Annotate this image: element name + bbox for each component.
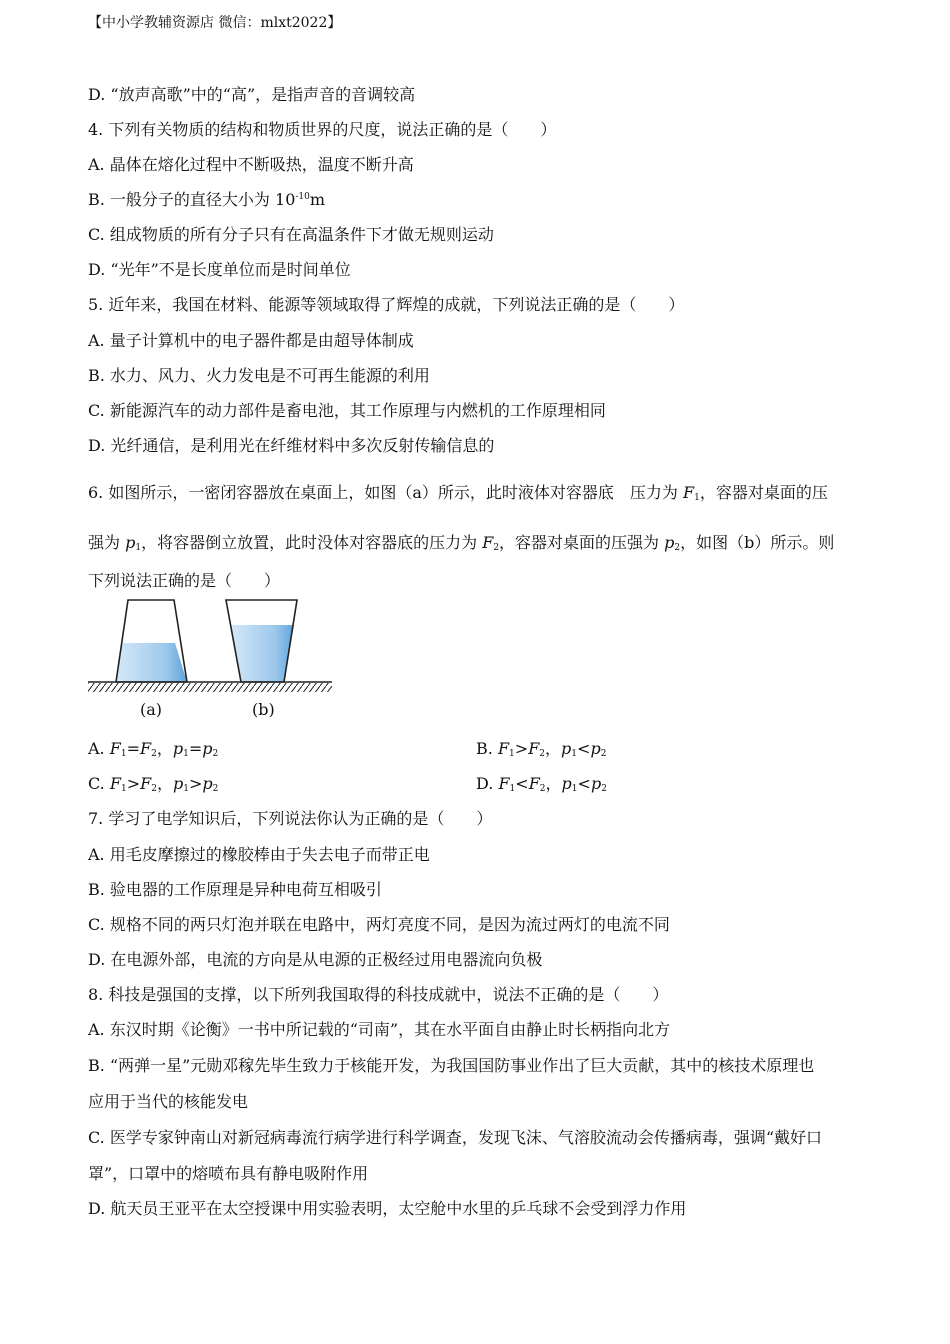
subscript-2: 2 [212, 749, 219, 759]
operator: > [126, 774, 141, 793]
subscript-2: 2 [600, 749, 607, 759]
operator: = [188, 739, 203, 758]
operator: < [515, 774, 529, 793]
subscript-1: 1 [120, 749, 127, 759]
q6-stem-text: ，如图（b）所示。则 [680, 533, 835, 552]
var-p: p [202, 739, 213, 758]
q7-option-a: A. 用毛皮摩擦过的橡胶棒由于失去电子而带正电 [88, 845, 430, 864]
var-F: F [528, 774, 540, 793]
q6-option-b [476, 736, 606, 759]
q7-option-b: B. 验电器的工作原理是异种电荷互相吸引 [88, 880, 382, 899]
q6-stem-text: 6. 如图所示，一密闭容器放在桌面上，如图（a）所示，此时液体对容器底 压力为 [88, 483, 678, 502]
subscript-1: 1 [571, 784, 578, 794]
q6-stem-line1 [88, 480, 828, 503]
q4-option-b-exponent: -10 [295, 192, 310, 202]
q8-stem: 8. 科技是强国的支撑，以下所列我国取得的科技成就中，说法不正确的是（ ） [88, 985, 669, 1004]
var-p: p [590, 774, 602, 793]
subscript-1: 1 [135, 543, 142, 553]
q8-option-b-line2: 应用于当代的核能发电 [88, 1092, 249, 1111]
q6-option-d [476, 771, 607, 794]
operator: > [188, 774, 203, 793]
option-label: A. [88, 739, 105, 758]
subscript-2: 2 [151, 784, 157, 794]
var-p: p [125, 533, 136, 552]
q6-stem-line3: 下列说法正确的是（ ） [88, 571, 281, 590]
page-header: 【中小学教辅资源店 微信：mlxt2022】 [88, 15, 342, 31]
q7-option-d: D. 在电源外部，电流的方向是从电源的正极经过用电器流向负极 [88, 950, 543, 969]
var-p: p [561, 774, 572, 793]
option-label: B. [476, 739, 493, 758]
figure-label-b: (b) [252, 700, 275, 719]
q4-option-d: D. “光年”不是长度单位而是时间单位 [88, 260, 351, 279]
q4-option-c: C. 组成物质的所有分子只有在高温条件下才做无规则运动 [88, 225, 494, 244]
q4-option-a: A. 晶体在熔化过程中不断吸热，温度不断升高 [88, 155, 414, 174]
operator: < [577, 739, 591, 758]
q6-option-c [88, 771, 218, 794]
var-p: p [561, 739, 572, 758]
q4-option-b-unit: m [309, 190, 326, 209]
subscript-2: 2 [151, 749, 157, 759]
q7-stem: 7. 学习了电学知识后，下列说法你认为正确的是（ ） [88, 809, 493, 828]
subscript-2: 2 [493, 543, 500, 553]
q5-option-b: B. 水力、风力、火力发电是不可再生能源的利用 [88, 366, 430, 385]
subscript-1: 1 [120, 784, 127, 794]
var-F: F [140, 774, 152, 793]
var-F: F [528, 739, 540, 758]
var-F: F [109, 739, 121, 758]
q5-option-c: C. 新能源汽车的动力部件是畜电池，其工作原理与内燃机的工作原理相同 [88, 401, 606, 420]
option-label: D. [476, 774, 494, 793]
subscript-2: 2 [601, 784, 607, 794]
subscript-2: 2 [674, 543, 681, 553]
q6-stem-text: ，容器对桌面的压 [699, 483, 828, 502]
subscript-1: 1 [183, 749, 189, 759]
q4-stem: 4. 下列有关物质的结构和物质世界的尺度，说法正确的是（ ） [88, 120, 557, 139]
subscript-2: 2 [212, 784, 219, 794]
var-p: p [202, 774, 213, 793]
q6-stem-line2 [88, 530, 834, 553]
q6-option-a [88, 736, 218, 759]
subscript-2: 2 [539, 749, 546, 759]
separator: ， [545, 739, 562, 758]
var-p: p [590, 739, 601, 758]
q8-option-d: D. 航天员王亚平在太空授课中用实验表明，太空舱中水里的乒乓球不会受到浮力作用 [88, 1199, 687, 1218]
subscript-1: 1 [183, 784, 189, 794]
var-F: F [498, 774, 510, 793]
var-F: F [683, 483, 695, 502]
q6-stem-text: 强为 [88, 533, 121, 552]
option-label: C. [88, 774, 105, 793]
q6-figure [86, 598, 336, 722]
q8-option-c-line1: C. 医学专家钟南山对新冠病毒流行病学进行科学调查，发现飞沫、气溶胶流动会传播病毒，强调“戴好口 [88, 1128, 823, 1147]
subscript-1: 1 [509, 749, 515, 759]
container-a-liquid [116, 643, 187, 682]
figure-label-a: (a) [140, 700, 163, 719]
subscript-1: 1 [694, 493, 700, 503]
q4-option-b [88, 187, 325, 210]
separator: ， [545, 774, 562, 793]
operator: = [126, 739, 140, 758]
separator: ， [156, 774, 173, 793]
subscript-1: 1 [509, 784, 516, 794]
operator: > [514, 739, 529, 758]
var-F: F [482, 533, 494, 552]
subscript-1: 1 [571, 749, 578, 759]
operator: < [577, 774, 591, 793]
q5-option-d: D. 光纤通信，是利用光在纤维材料中多次反射传输信息的 [88, 436, 495, 455]
var-F: F [109, 774, 121, 793]
var-F: F [139, 739, 152, 758]
q3-option-d: D. “放声高歌”中的“高”，是指声音的音调较高 [88, 85, 416, 104]
var-p: p [664, 533, 675, 552]
q7-option-c: C. 规格不同的两只灯泡并联在电路中，两灯亮度不同，是因为流过两灯的电流不同 [88, 915, 670, 934]
var-p: p [172, 774, 184, 793]
q5-stem: 5. 近年来，我国在材料、能源等领域取得了辉煌的成就，下列说法正确的是（ ） [88, 295, 685, 314]
q5-option-a: A. 量子计算机中的电子器件都是由超导体制成 [88, 331, 414, 350]
q6-stem-text: ，将容器倒立放置，此时没体对容器底的压力为 [141, 533, 478, 552]
q8-option-c-line2: 罩”，口罩中的熔喷布具有静电吸附作用 [88, 1164, 369, 1183]
q8-option-b-line1: B. “两弹一星”元勋邓稼先毕生致力于核能开发，为我国国防事业作出了巨大贡献，其中的核技术原理也 [88, 1056, 815, 1075]
containers-diagram [86, 598, 336, 698]
q6-stem-text: ，容器对桌面的压强为 [499, 533, 660, 552]
q8-option-a: A. 东汉时期《论衡》一书中所记载的“司南”，其在水平面自由静止时长柄指向北方 [88, 1020, 671, 1039]
separator: ， [156, 739, 173, 758]
subscript-2: 2 [539, 784, 546, 794]
var-p: p [172, 739, 184, 758]
table-hatching [88, 683, 332, 692]
var-F: F [497, 739, 510, 758]
q4-option-b-text: B. 一般分子的直径大小为 10 [88, 190, 296, 209]
